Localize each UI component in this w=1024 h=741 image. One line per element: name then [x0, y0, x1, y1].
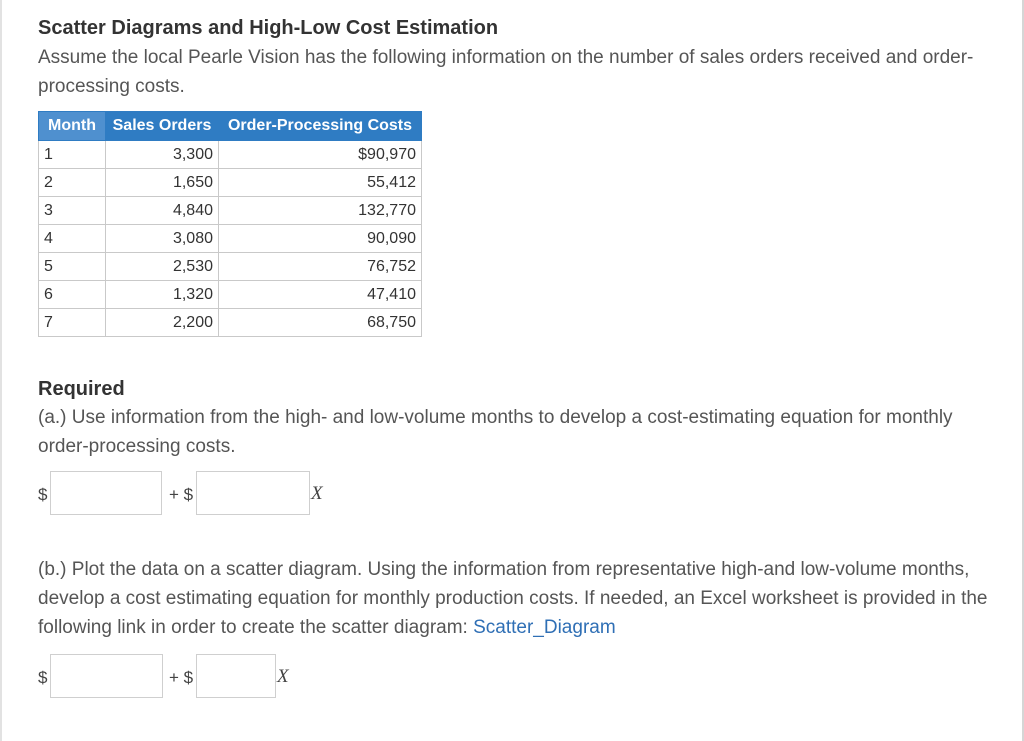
dollar-sign: $ — [38, 485, 48, 504]
cell-month: 6 — [39, 281, 106, 309]
dollar-sign: $ — [38, 668, 48, 687]
table-row — [39, 197, 422, 225]
cell-costs: 47,410 — [219, 281, 422, 309]
part-b-question-text: (b.) Plot the data on a scatter diagram. Using the information from representative high-and low-volume months, develop a cost estimating equation for monthly production costs. If needed, an Excel worksheet is provided in the following link in order to create the scatter diagram: — [38, 559, 988, 638]
cell-month: 4 — [39, 225, 106, 253]
table-row — [39, 141, 422, 169]
plus-dollar-sign: + $ — [169, 668, 194, 687]
cell-month: 3 — [39, 197, 106, 225]
cell-sales-orders: 2,530 — [106, 253, 219, 281]
cell-month: 1 — [39, 141, 106, 169]
variable-cost-input-a[interactable] — [196, 471, 310, 515]
part-b-question — [38, 555, 988, 642]
cell-sales-orders: 4,840 — [106, 197, 219, 225]
variable-cost-input-b[interactable] — [196, 654, 276, 698]
cell-costs: $90,970 — [219, 141, 422, 169]
table-row — [39, 281, 422, 309]
part-b-equation — [38, 654, 998, 702]
part-a-equation — [38, 471, 998, 519]
cell-month: 7 — [39, 309, 106, 337]
cell-costs: 76,752 — [219, 253, 422, 281]
column-header-sales-orders: Sales Orders — [106, 112, 219, 141]
required-heading: Required — [38, 378, 125, 400]
cell-sales-orders: 2,200 — [106, 309, 219, 337]
fixed-cost-input-a[interactable] — [50, 471, 162, 515]
cell-costs: 90,090 — [219, 225, 422, 253]
table-row — [39, 309, 422, 337]
cell-sales-orders: 3,080 — [106, 225, 219, 253]
cell-sales-orders: 1,650 — [106, 169, 219, 197]
table-header-row — [39, 112, 422, 141]
problem-content — [38, 14, 998, 702]
intro-text: Assume the local Pearle Vision has the following information on the number of sales orders received and order-processing costs. — [38, 47, 974, 97]
variable-x: X — [277, 666, 289, 687]
cell-month: 2 — [39, 169, 106, 197]
table-row — [39, 253, 422, 281]
plus-dollar-sign: + $ — [169, 485, 194, 504]
cell-costs: 132,770 — [219, 197, 422, 225]
cell-month: 5 — [39, 253, 106, 281]
cell-sales-orders: 3,300 — [106, 141, 219, 169]
column-header-month: Month — [39, 112, 106, 141]
variable-x: X — [311, 483, 323, 504]
cell-sales-orders: 1,320 — [106, 281, 219, 309]
left-border — [0, 0, 2, 741]
column-header-order-processing-costs: Order-Processing Costs — [219, 112, 422, 141]
table-row — [39, 169, 422, 197]
table-row — [39, 225, 422, 253]
scatter-diagram-link[interactable]: Scatter_Diagram — [473, 617, 616, 638]
cell-costs: 68,750 — [219, 309, 422, 337]
data-table — [38, 111, 422, 337]
cell-costs: 55,412 — [219, 169, 422, 197]
part-a-question: (a.) Use information from the high- and low-volume months to develop a cost-estimating equation for monthly order-processing costs. — [38, 407, 953, 457]
fixed-cost-input-b[interactable] — [50, 654, 163, 698]
page-title: Scatter Diagrams and High-Low Cost Estimation — [38, 17, 499, 39]
